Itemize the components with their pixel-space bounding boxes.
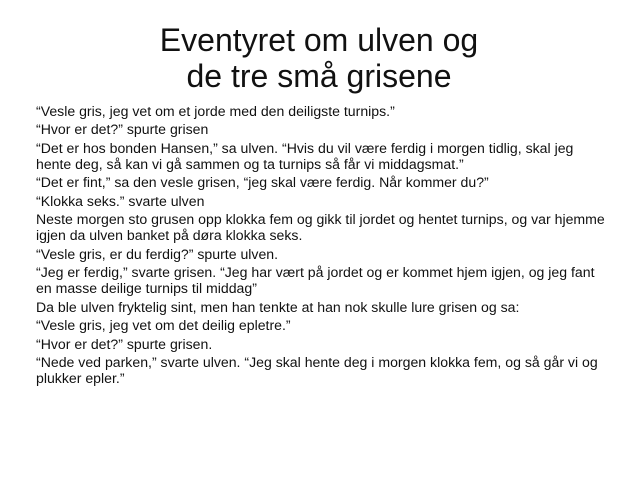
slide-title-line-1: Eventyret om ulven og bbox=[159, 22, 479, 58]
paragraph: Da ble ulven fryktelig sint, men han tenkte at han nok skulle lure grisen og sa: bbox=[36, 298, 520, 315]
paragraph: “Vesle gris, er du ferdig?” spurte ulven. bbox=[36, 245, 279, 262]
slide-body bbox=[36, 103, 608, 389]
paragraph: Neste morgen sto grusen opp klokka fem og gikk til jordet og hentet turnips, og var hjemme igjen da ulven banket på døra klokka seks. bbox=[36, 211, 605, 244]
paragraph: “Vesle gris, jeg vet om det deilig epletre.” bbox=[36, 317, 291, 334]
paragraph: “Det er hos bonden Hansen,” sa ulven. “Hvis du vil være ferdig i morgen tidlig, skal jeg hente deg, så kan vi gå sammen og ta turnips så får vi middagsmat.” bbox=[36, 139, 574, 172]
paragraph: “Jeg er ferdig,” svarte grisen. “Jeg har vært på jordet og er kommet hjem igjen, og jeg fant en masse deilige turnips til middag” bbox=[36, 264, 595, 297]
paragraph: “Vesle gris, jeg vet om et jorde med den deiligste turnips.” bbox=[36, 103, 395, 119]
slide-title-line-2: de tre små grisene bbox=[186, 58, 452, 94]
paragraph: “Klokka seks.” svarte ulven bbox=[36, 192, 205, 209]
paragraph: “Det er fint,” sa den vesle grisen, “jeg skal være ferdig. Når kommer du?” bbox=[36, 174, 489, 191]
paragraph: “Hvor er det?” spurte grisen bbox=[36, 121, 209, 138]
paragraph: “Hvor er det?” spurte grisen. bbox=[36, 335, 213, 352]
slide-title bbox=[40, 22, 598, 94]
paragraph: “Nede ved parken,” svarte ulven. “Jeg skal hente deg i morgen klokka fem, og så går vi og plukker epler.” bbox=[36, 353, 598, 387]
